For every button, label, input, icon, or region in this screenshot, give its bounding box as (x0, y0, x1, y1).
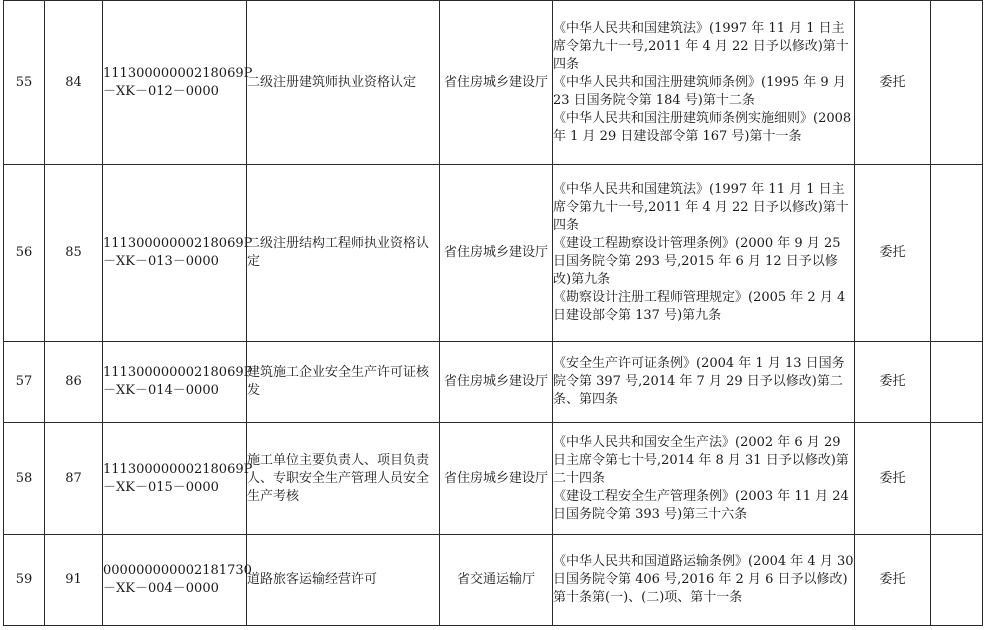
row-code-cell (103, 1, 253, 165)
table-row (4, 535, 983, 626)
row-department-cell (440, 165, 553, 342)
row-mode-cell (855, 1, 931, 165)
row-department-cell (440, 342, 553, 423)
row-mode-cell (855, 535, 931, 626)
row-department-text: 省住房城乡建设厅 (443, 470, 548, 486)
row-department-text: 省住房城乡建设厅 (443, 74, 548, 90)
row-mode-text: 委托 (879, 374, 906, 389)
row-number-cell (45, 342, 103, 423)
row-seq-text: 57 (15, 374, 33, 389)
row-legal-basis-text: 《中华人民共和国建筑法》(1997 年 11 月 1 日主席令第九十一号,2011 年 4 月 22 日予以修改)第十四条 《建设工程勘察设计管理条例》(2000 年 9 月 25 日国务院令第 293 号,2015 年 6 月 12 日予以修改)第九条 《勘察设计注册工程师管理规定》(2005 年 2 月 4 日建设部令第 137 号)第九条 (553, 182, 849, 323)
table-row (4, 165, 983, 342)
row-seq-cell (4, 1, 45, 165)
row-code-cell (103, 342, 253, 423)
row-number-text: 87 (65, 470, 82, 486)
row-mode-text: 委托 (879, 245, 906, 260)
row-legal-basis-text: 《安全生产许可证条例》(2004 年 1 月 13 日国务院令第 397 号,2014 年 7 月 29 日予以修改)第二条、第四条 (553, 356, 845, 407)
row-mode-text: 委托 (879, 572, 906, 587)
row-remarks-cell (931, 1, 983, 165)
row-code-text: 000000000002181730 －XK－004－0000 (103, 563, 252, 596)
row-legal-basis-cell (553, 423, 855, 535)
row-legal-basis-cell (553, 165, 855, 342)
row-code-text: 11130000000218069P －XK－013－0000 (103, 236, 253, 269)
row-seq-text: 59 (15, 572, 33, 587)
row-item-name-cell (247, 535, 440, 626)
row-department-cell (440, 423, 553, 535)
row-legal-basis-text: 《中华人民共和国建筑法》(1997 年 11 月 1 日主席令第九十一号,2011 年 4 月 22 日予以修改)第十四条 《中华人民共和国注册建筑师条例》(1995 年 9 月 23 日国务院令第 184 号)第十二条 《中华人民共和国注册建筑师条例实施细则》(2008 年 1 月 29 日建设部令第 167 号)第十一条 (553, 20, 852, 144)
row-number-cell (45, 165, 103, 342)
row-item-name-cell (247, 165, 440, 342)
row-code-text: 11130000000218069P －XK－014－0000 (103, 365, 253, 398)
row-item-name-text: 建筑施工企业安全生产许可证核发 (247, 365, 430, 398)
row-number-text: 84 (65, 74, 82, 90)
row-legal-basis-cell (553, 342, 855, 423)
row-code-cell (103, 535, 252, 626)
row-number-text: 91 (65, 572, 82, 587)
row-number-text: 86 (65, 374, 82, 389)
row-item-name-text: 施工单位主要负责人、项目负责人、专职安全生产管理人员安全生产考核 (247, 452, 430, 504)
row-legal-basis-cell (553, 1, 855, 165)
row-mode-text: 委托 (879, 74, 906, 90)
row-mode-text: 委托 (879, 470, 906, 486)
row-seq-cell (4, 423, 45, 535)
row-department-text: 省住房城乡建设厅 (443, 374, 548, 389)
row-legal-basis-text: 《中华人民共和国安全生产法》(2002 年 6 月 29 日主席令第七十号,2014 年 8 月 31 日予以修改)第二十四条 《建设工程安全生产管理条例》(2003 年 11 月 24 日国务院令第 393 号)第三十六条 (553, 434, 849, 522)
row-department-cell (440, 535, 553, 626)
row-remarks-cell (931, 535, 983, 626)
row-code-text: 11130000000218069P －XK－012－0000 (103, 65, 253, 99)
row-item-name-text: 二级注册结构工程师执业资格认定 (247, 236, 430, 269)
table-body (4, 1, 983, 626)
row-legal-basis-text: 《中华人民共和国道路运输条例》(2004 年 4 月 30 日国务院令第 406 号,2016 年 2 月 6 日予以修改)第十条第(一)、(二)项、第十一条 (553, 554, 858, 605)
row-seq-cell (4, 165, 45, 342)
row-number-cell (45, 535, 103, 626)
row-item-name-cell (247, 423, 440, 535)
row-number-cell (45, 1, 103, 165)
row-number-text: 85 (65, 245, 82, 260)
row-department-cell (440, 1, 553, 165)
row-mode-cell (855, 165, 931, 342)
row-number-cell (45, 423, 103, 535)
row-legal-basis-cell (553, 535, 858, 626)
row-item-name-text: 二级注册建筑师执业资格认定 (247, 74, 417, 90)
permit-table (3, 0, 983, 626)
row-seq-text: 55 (15, 74, 33, 90)
row-code-cell (103, 423, 253, 535)
table-row (4, 1, 983, 165)
row-seq-text: 56 (15, 245, 33, 260)
table-row (4, 423, 983, 535)
row-remarks-cell (931, 342, 983, 423)
row-seq-text: 58 (15, 470, 33, 486)
row-mode-cell (855, 342, 931, 423)
row-code-text: 11130000000218069P －XK－015－0000 (103, 461, 253, 495)
row-mode-cell (855, 423, 931, 535)
table-row (4, 342, 983, 423)
row-remarks-cell (931, 165, 983, 342)
row-department-text: 省住房城乡建设厅 (443, 245, 548, 260)
row-department-text: 省交通运输厅 (456, 572, 535, 587)
row-item-name-text: 道路旅客运输经营许可 (247, 572, 378, 587)
row-item-name-cell (247, 1, 440, 165)
row-seq-cell (4, 535, 45, 626)
row-seq-cell (4, 342, 45, 423)
row-remarks-cell (931, 423, 983, 535)
row-item-name-cell (247, 342, 440, 423)
row-code-cell (103, 165, 253, 342)
